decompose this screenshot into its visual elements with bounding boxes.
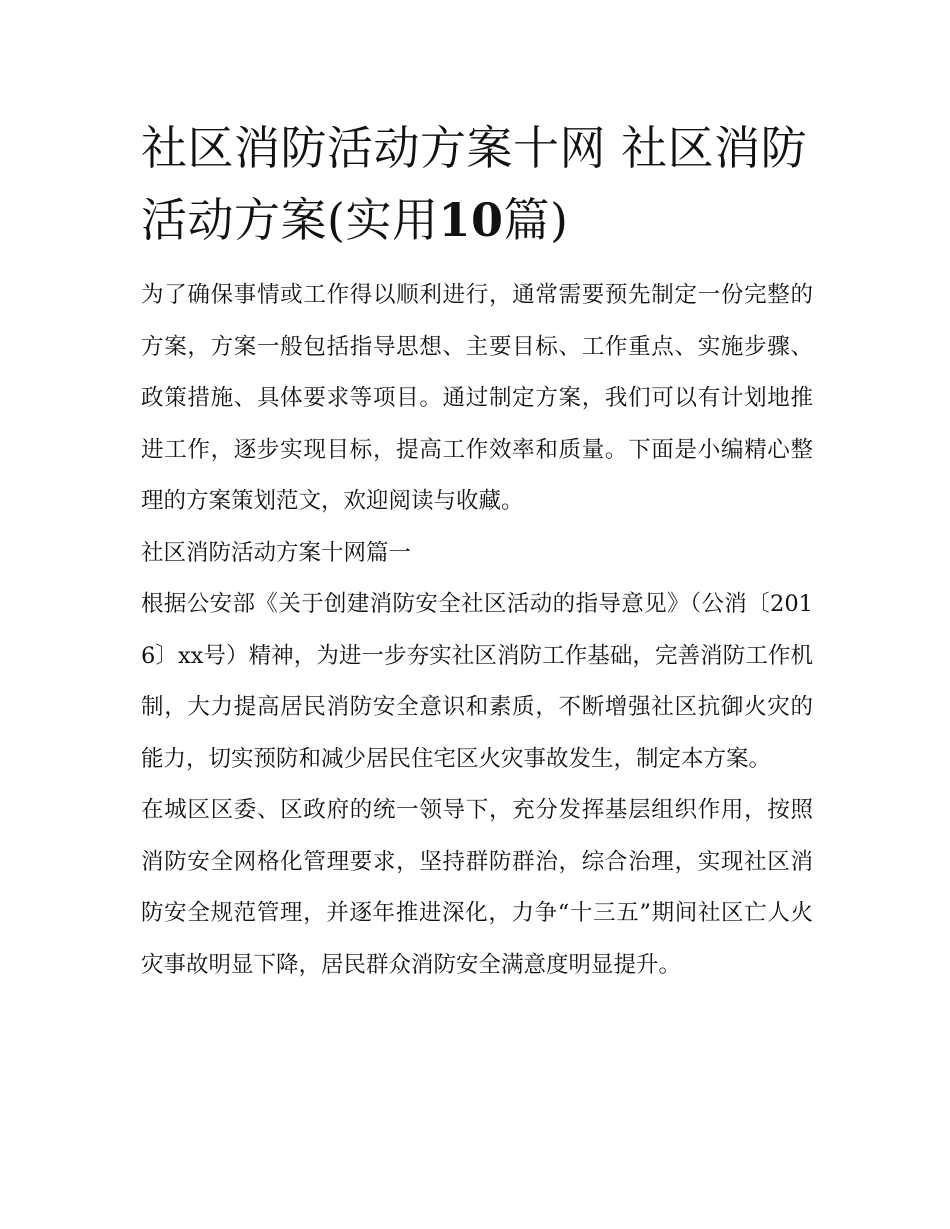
document-body (141, 270, 813, 991)
section-heading: 社区消防活动方案十网篇一 (141, 539, 412, 566)
title-number: 10 (438, 193, 504, 247)
body-paragraph: 在城区区委、区政府的统一领导下，充分发挥基层组织作用，按照消防安全网格化管理要求，坚持群防群治，综合治理，实现社区消防安全规范管理，并逐年推进深化，力争“十三五”期间社区亡人火灾事故明显下降，居民群众消防安全满意度明显提升。 (141, 797, 813, 978)
document-page (141, 112, 813, 991)
title-suffix: 篇) (503, 193, 569, 247)
title-text: 社区消防活动方案十网 社区消防活动方案(实用 (141, 121, 808, 247)
body-paragraph: 根据公安部《关于创建消防安全社区活动的指导意见》（公消〔2016〕xx号）精神，为进一步夯实社区消防工作基础，完善消防工作机制，大力提高居民消防安全意识和素质，不断增强社区抗御火灾的能力，切实预防和减少居民住宅区火灾事故发生，制定本方案。 (141, 591, 813, 772)
document-title (141, 112, 813, 256)
intro-paragraph: 为了确保事情或工作得以顺利进行，通常需要预先制定一份完整的方案，方案一般包括指导思想、主要目标、工作重点、实施步骤、政策措施、具体要求等项目。通过制定方案，我们可以有计划地推进工作，逐步实现目标，提高工作效率和质量。下面是小编精心整理的方案策划范文，欢迎阅读与收藏。 (141, 282, 813, 514)
